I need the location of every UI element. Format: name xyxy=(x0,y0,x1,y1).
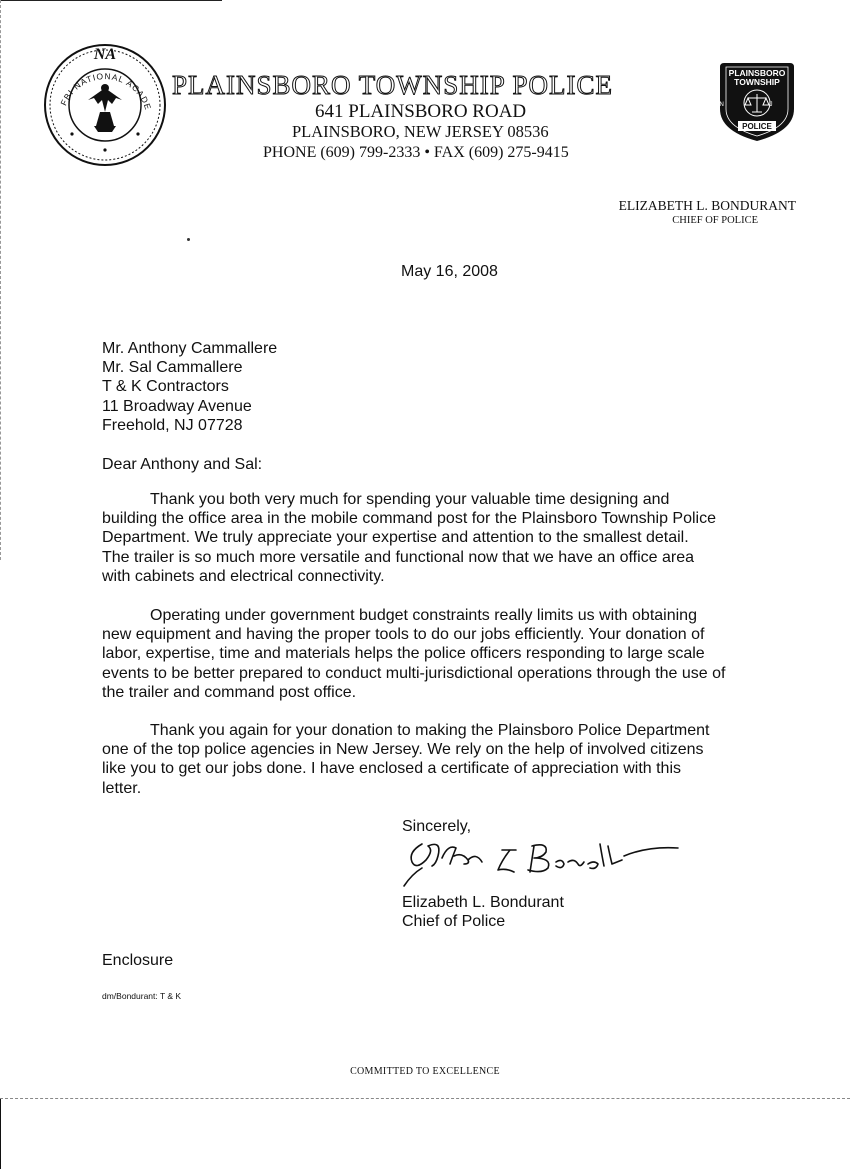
scan-edge-bottom-left xyxy=(0,1098,1,1169)
paragraph-line: labor, expertise, time and materials helps the police officers responding to large scale xyxy=(102,645,705,663)
recipient-line: Mr. Anthony Cammallere xyxy=(102,340,278,357)
seal-ring-text: FBI NATIONAL ACADE xyxy=(58,70,154,112)
badge-middle-text: TOWNSHIP xyxy=(734,77,780,87)
scan-edge-line xyxy=(0,0,222,1)
department-phone-fax: PHONE (609) 799-2333 • FAX (609) 275-9415 xyxy=(263,144,569,161)
reference-initials: dm/Bondurant: T & K xyxy=(102,991,182,1001)
body-paragraph-3 xyxy=(102,721,709,798)
signer-name: Elizabeth L. Bondurant xyxy=(402,894,564,911)
police-badge xyxy=(718,57,796,148)
body-paragraph-2 xyxy=(102,606,725,702)
paragraph-line: events to be better prepared to conduct multi-jurisdictional operations through the use of xyxy=(102,664,726,682)
scan-edge-left xyxy=(0,0,2,560)
recipient-line: T & K Contractors xyxy=(102,378,229,396)
department-name: PLAINSBORO TOWNSHIP POLICE xyxy=(172,70,614,100)
paragraph-line: the trailer and command post office. xyxy=(102,683,357,701)
paragraph-line: Department. We truly appreciate your expertise and attention to the smallest detail. xyxy=(102,529,689,547)
recipient-line: 11 Broadway Avenue xyxy=(102,397,252,415)
department-address: 641 PLAINSBORO ROAD xyxy=(315,101,527,122)
department-city: PLAINSBORO, NEW JERSEY 08536 xyxy=(292,122,549,141)
paragraph-line: building the office area in the mobile command post for the Plainsboro Township Police xyxy=(102,510,716,528)
chief-name-header: ELIZABETH L. BONDURANT xyxy=(618,198,796,213)
footer-motto: COMMITTED TO EXCELLENCE xyxy=(350,1066,500,1077)
paragraph-line: new equipment and having the proper tools to do our jobs efficiently. Your donation of xyxy=(102,626,705,644)
badge-bottom-text: POLICE xyxy=(742,122,772,131)
recipient-line: Mr. Sal Cammallere xyxy=(102,359,243,377)
enclosure-note: Enclosure xyxy=(102,952,174,969)
paragraph-line: Thank you both very much for spending your valuable time designing and xyxy=(150,491,670,508)
body-paragraph-1 xyxy=(102,490,716,586)
seal-initials: NA xyxy=(93,46,117,63)
handwritten-signature xyxy=(398,834,680,897)
signer-title: Chief of Police xyxy=(402,913,506,930)
paragraph-line: letter. xyxy=(102,779,142,797)
badge-top-text: PLAINSBORO xyxy=(728,68,786,78)
recipient-address xyxy=(102,339,277,435)
paragraph-line: with cabinets and electrical connectivity. xyxy=(102,567,385,585)
chief-title-header: CHIEF OF POLICE xyxy=(672,215,758,226)
scan-speck xyxy=(187,238,190,241)
scan-edge-bottom xyxy=(0,1098,850,1099)
letter-date: May 16, 2008 xyxy=(401,263,498,280)
paragraph-line: The trailer is so much more versatile and functional now that we have an office area xyxy=(102,548,695,566)
paragraph-line: one of the top police agencies in New Jersey. We rely on the help of involved citizens xyxy=(102,741,704,759)
paragraph-line: Thank you again for your donation to making the Plainsboro Police Department xyxy=(150,722,710,739)
recipient-line: Freehold, NJ 07728 xyxy=(102,416,243,434)
salutation: Dear Anthony and Sal: xyxy=(102,456,263,473)
national-academy-seal xyxy=(42,42,168,173)
paragraph-line: like you to get our jobs done. I have enclosed a certificate of appreciation with this xyxy=(102,760,682,778)
paragraph-line: Operating under government budget constraints really limits us with obtaining xyxy=(150,607,697,624)
badge-state-text: N J xyxy=(719,102,795,108)
closing: Sincerely, xyxy=(402,818,472,835)
